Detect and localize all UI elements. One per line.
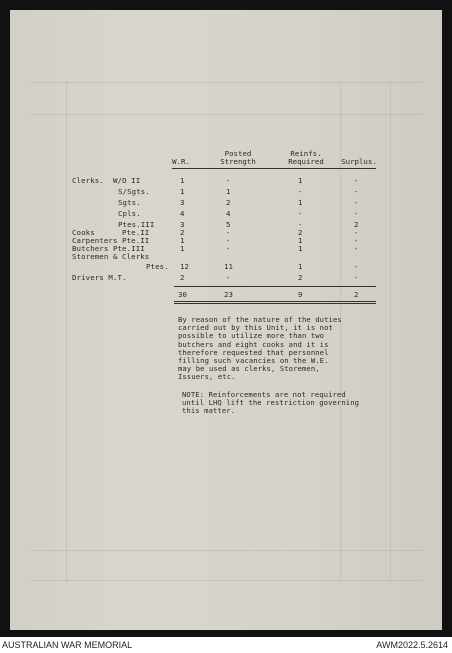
cell-reinfs: 1: [298, 236, 303, 245]
cell-wr: 3: [180, 220, 185, 229]
header-wr: W.R.: [172, 157, 190, 166]
explanation-paragraph: By reason of the nature of the duties carried out by this Unit, it is not possible to utilize more than two butchers and eight cooks and it is therefore requested that personnel filling such vacancies on the W.E. may be used as clerks, Storemen, Issuers, etc.: [178, 315, 342, 382]
cell-reinfs: -: [298, 187, 303, 196]
row-label-carpenters: Carpenters Pte.II: [72, 236, 150, 245]
row-label-ssgts: S/Sgts.: [118, 187, 150, 196]
cell-posted: 5: [226, 220, 231, 229]
cell-reinfs: 2: [298, 228, 303, 237]
totals-top-rule: [174, 286, 376, 287]
total-surplus: 2: [354, 290, 359, 299]
cell-surplus: -: [354, 209, 359, 218]
header-reinfs-required: Reinfs. Required: [288, 149, 324, 166]
bleed-line: [30, 114, 422, 115]
header-surplus: Surplus.: [341, 157, 377, 166]
total-wr: 30: [178, 290, 188, 299]
cell-posted: -: [226, 228, 231, 237]
cell-wr: 1: [180, 236, 185, 245]
row-label-sgts: Sgts.: [118, 198, 141, 207]
cell-surplus: -: [354, 228, 359, 237]
row-label-ptes3: Ptes.III: [118, 220, 155, 229]
cell-wr: 4: [180, 209, 185, 218]
cell-reinfs: 1: [298, 262, 303, 271]
totals-bottom-rule: [174, 301, 376, 302]
row-label-storemen-clerks: Storemen & Clerks: [72, 252, 150, 261]
bleed-line: [66, 82, 67, 582]
cell-wr: 1: [180, 244, 185, 253]
cell-wr: 2: [180, 228, 185, 237]
cell-surplus: 2: [354, 220, 359, 229]
totals-double-rule: [174, 303, 376, 304]
footer-institution: AUSTRALIAN WAR MEMORIAL: [2, 640, 133, 650]
cell-wr: 2: [180, 273, 185, 282]
row-label-cpls: Cpls.: [118, 209, 141, 218]
cell-surplus: -: [354, 244, 359, 253]
cell-posted: -: [226, 273, 231, 282]
cell-posted: -: [226, 176, 231, 185]
cell-reinfs: -: [298, 209, 303, 218]
cell-surplus: -: [354, 236, 359, 245]
cell-reinfs: -: [298, 220, 303, 229]
cell-surplus: -: [354, 262, 359, 271]
cell-surplus: -: [354, 198, 359, 207]
cell-posted: -: [226, 236, 231, 245]
cell-surplus: -: [354, 273, 359, 282]
footer-accession-number: AWM2022.5.2614: [376, 640, 448, 650]
bleed-line: [30, 550, 422, 551]
note-paragraph: NOTE: Reinforcements are not required until LHQ lift the restriction governing this matter.: [182, 390, 360, 416]
row-label-butchers: Butchers Pte.III: [72, 244, 145, 253]
cell-posted: 4: [226, 209, 231, 218]
cell-posted: 2: [226, 198, 231, 207]
cell-surplus: -: [354, 176, 359, 185]
row-label-drivers: Drivers M.T.: [72, 273, 127, 282]
bleed-line: [390, 82, 391, 582]
cell-reinfs: 1: [298, 176, 303, 185]
row-label-clerks-wo2: Clerks. W/O II: [72, 176, 141, 185]
document-page: [10, 10, 442, 630]
cell-wr: 1: [180, 187, 185, 196]
header-posted-strength: Posted Strength: [220, 149, 256, 166]
cell-wr: 1: [180, 176, 185, 185]
cell-posted: 11: [224, 262, 234, 271]
bleed-line: [30, 580, 422, 581]
cell-wr: 3: [180, 198, 185, 207]
bleed-line: [30, 82, 422, 83]
row-label-ptes: Ptes.: [146, 262, 169, 271]
header-rule: [172, 168, 376, 169]
cell-posted: 1: [226, 187, 231, 196]
cell-surplus: -: [354, 187, 359, 196]
cell-reinfs: 2: [298, 273, 303, 282]
row-label-cooks: Cooks Pte.II: [72, 228, 150, 237]
cell-wr: 12: [180, 262, 190, 271]
cell-reinfs: 1: [298, 198, 303, 207]
cell-posted: -: [226, 244, 231, 253]
cell-reinfs: 1: [298, 244, 303, 253]
total-posted: 23: [224, 290, 234, 299]
total-reinfs: 9: [298, 290, 303, 299]
